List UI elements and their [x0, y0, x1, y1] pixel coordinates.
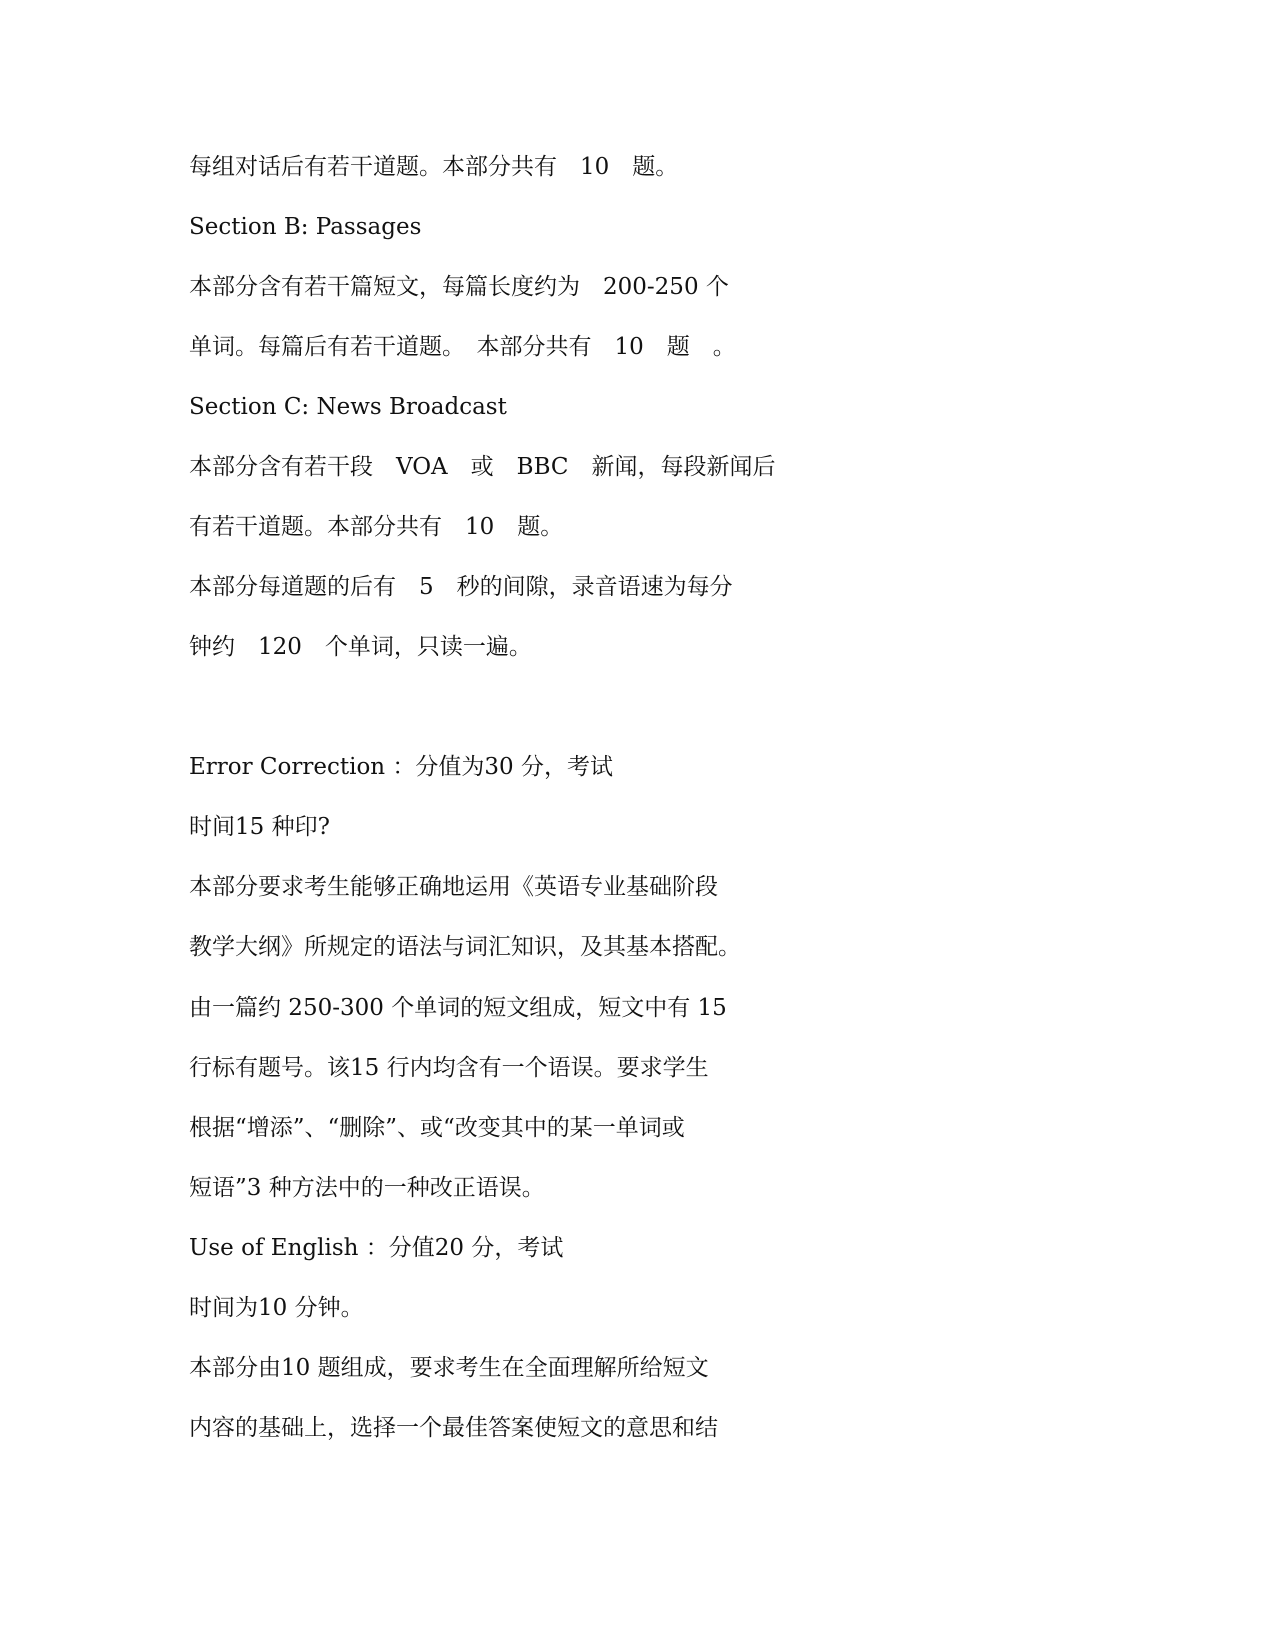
section-b-heading: Section B: Passages: [189, 214, 422, 240]
error-correction-heading: Error Correction ：分值为30 分，考试: [189, 754, 614, 780]
text-line: 每组对话后有若干道题。本部分共有 10 题。: [189, 154, 679, 180]
text-line: 由一篇约 250-300 个单词的短文组成，短文中有 15: [189, 995, 727, 1021]
text-line: 本部分含有若干篇短文，每篇长度约为 200-250 个: [189, 274, 729, 300]
text-line: 时间15 种印?: [189, 814, 330, 840]
section-c-heading: Section C: News Broadcast: [189, 394, 507, 420]
text-line: 单词。每篇后有若干道题。 本部分共有 10 题 。: [189, 334, 736, 360]
text-line: 本部分含有若干段 VOA 或 BBC 新闻，每段新闻后: [189, 454, 776, 480]
use-of-english-heading: Use of English ：分值20 分，考试: [189, 1235, 564, 1261]
text-line: 有若干道题。本部分共有 10 题。: [189, 514, 564, 540]
text-line: 行标有题号。该15 行内均含有一个语误。要求学生: [189, 1055, 709, 1081]
text-line: 根据“增添”、“删除”、或“改变其中的某一单词或: [189, 1115, 685, 1141]
text-line: 时间为10 分钟。: [189, 1295, 364, 1321]
text-line: 钟约 120 个单词，只读一遍。: [189, 634, 532, 660]
text-line: 本部分由10 题组成，要求考生在全面理解所给短文: [189, 1355, 709, 1381]
text-line: 本部分要求考生能够正确地运用《英语专业基础阶段: [189, 874, 718, 900]
text-line: 内容的基础上，选择一个最佳答案使短文的意思和结: [189, 1415, 718, 1441]
text-line: 短语”3 种方法中的一种改正语误。: [189, 1175, 545, 1201]
text-line: 教学大纲》所规定的语法与词汇知识，及其基本搭配。: [189, 934, 741, 960]
text-line: 本部分每道题的后有 5 秒的间隙，录音语速为每分: [189, 574, 733, 600]
